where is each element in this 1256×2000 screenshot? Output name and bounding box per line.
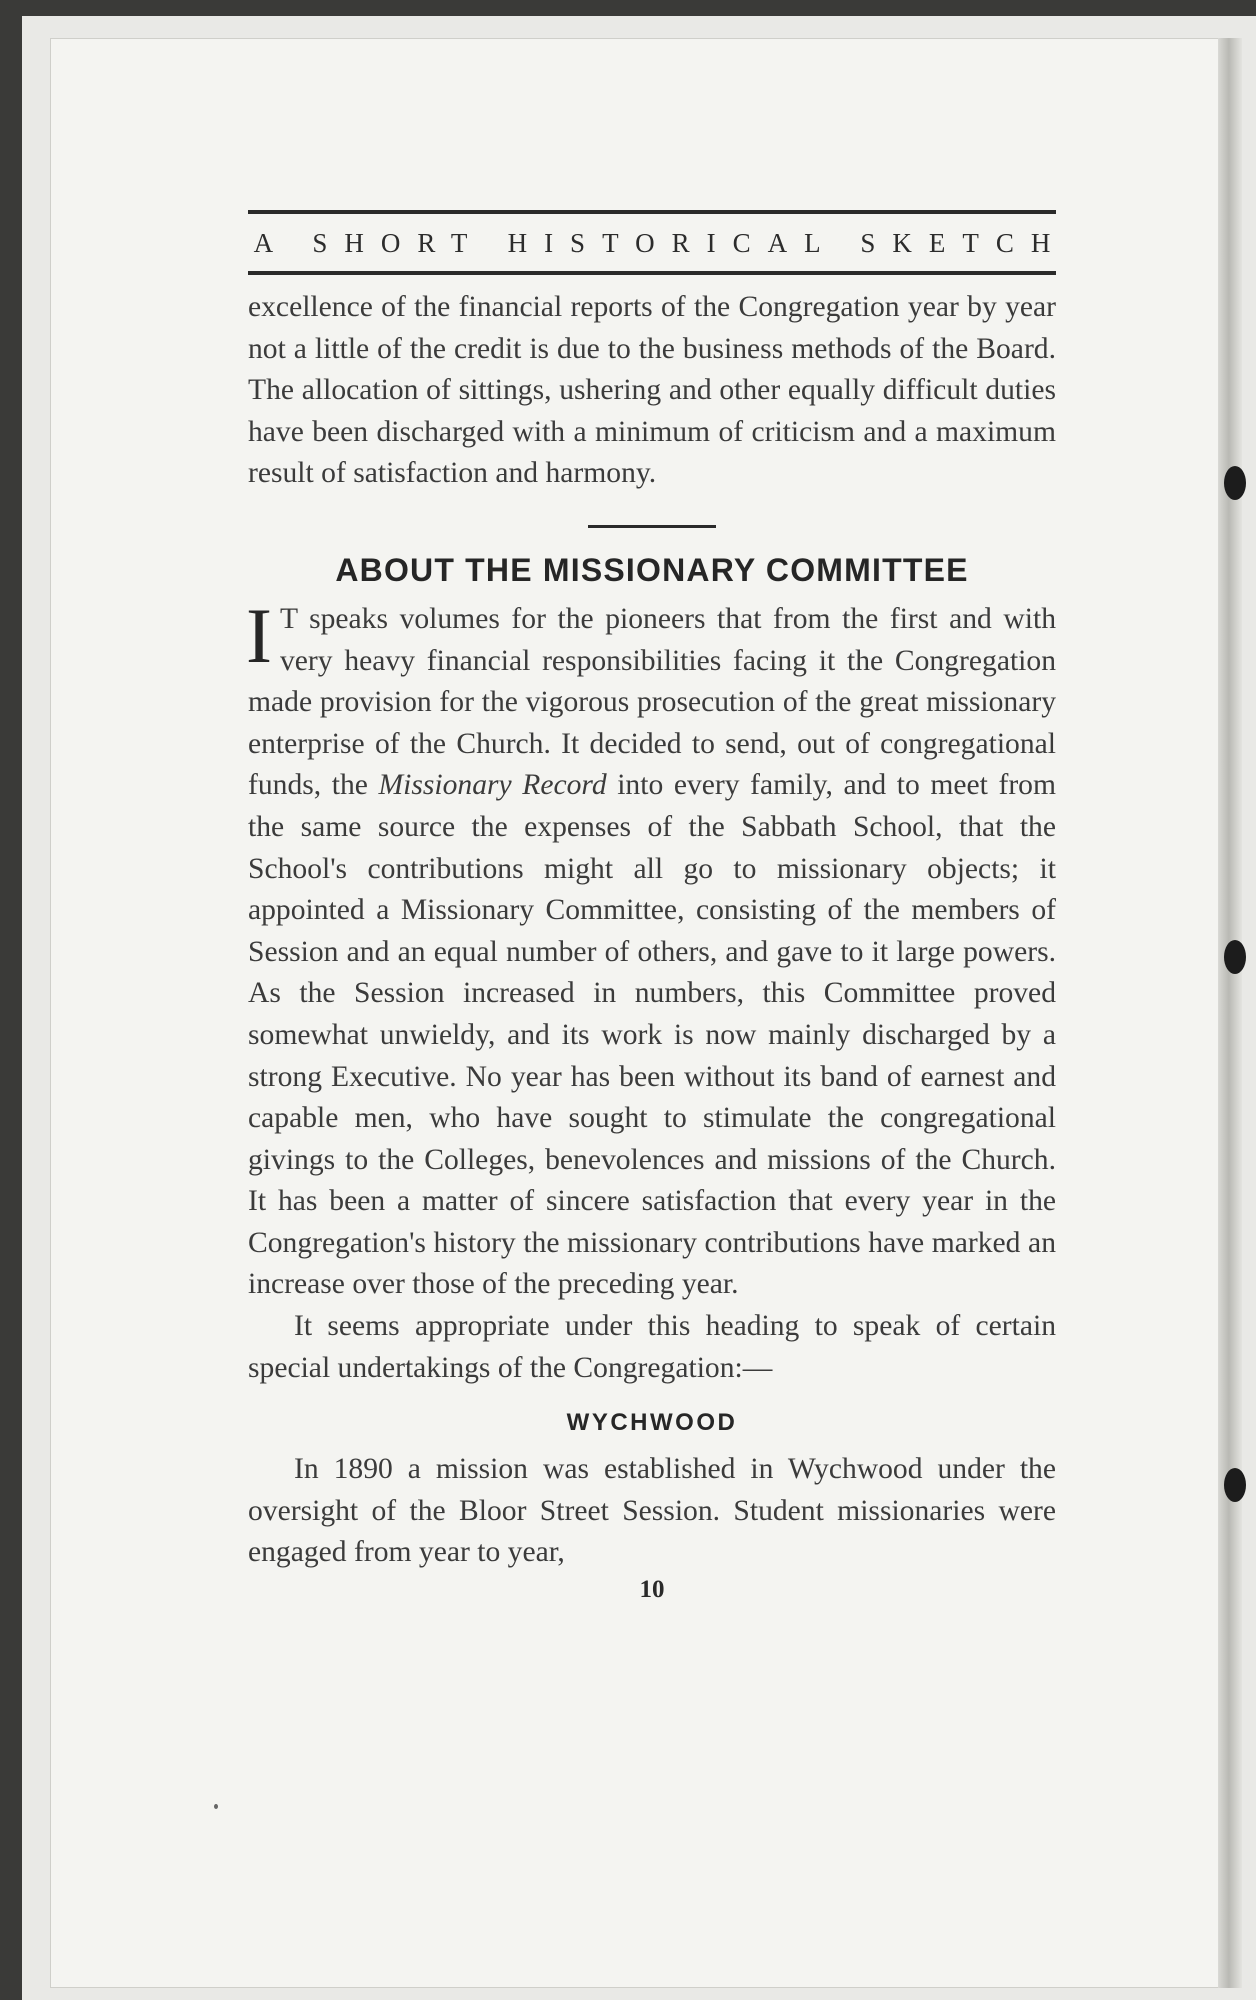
missionary-text-part1: T speaks volumes for the pioneers that from the first and with very heavy financial responsibilities facing it the Congregation made provision for the vigorous prosecution of the great missionary enterprise of the Church. It decided to send, out of congregational funds, the	[248, 602, 1056, 802]
page-speck	[214, 1804, 218, 1809]
section-heading: ABOUT THE MISSIONARY COMMITTEE	[335, 551, 969, 588]
running-head: A SHORT HISTORICAL SKETCH	[253, 228, 1068, 258]
wychwood-paragraph: In 1890 a mission was established in Wychwood under the oversight of the Bloor Street Session. Student missionaries were engaged from year to year,	[248, 1453, 1056, 1569]
missionary-paragraph-text	[246, 591, 1056, 1306]
text-column	[246, 210, 1068, 1604]
page-number: 10	[639, 1576, 665, 1604]
missionary-record-title: Missionary Record	[378, 769, 607, 802]
page-binding-edge	[1218, 38, 1242, 1988]
missionary-paragraph	[246, 591, 1056, 1306]
binding-hole	[1224, 466, 1246, 500]
binding-hole	[1224, 940, 1246, 974]
sub-heading: WYCHWOOD	[566, 1409, 738, 1437]
transition-paragraph: It seems appropriate under this heading to speak of certain special undertakings of the Congregation:—	[248, 1310, 1056, 1384]
missionary-text-part2: into every family, and to meet from the same source the expenses of the Sabbath School, that the School's contributions might all go to missionary objects; it appointed a Missionary Committee, consisting of the members of Session and an equal number of others, and gave to it large powers. As the Session increased in numbers, this Committee proved somewhat unwieldy, and its work is now mainly discharged by a strong Executive. No year has been without its band of earnest and capable men, who have sought to stimulate the congregational givings to the Colleges, benevolences and missions of the Church. It has been a matter of sincere satisfaction that every year in the Congregation's history the missionary contributions have marked an increase over those of the preceding year.	[248, 769, 1056, 1301]
binding-hole	[1224, 1468, 1246, 1502]
drop-cap: I	[246, 591, 272, 679]
header-bottom-rule	[248, 271, 1056, 275]
section-divider	[588, 525, 716, 528]
intro-paragraph: excellence of the financial reports of the Congregation year by year not a little of the credit is due to the business methods of the Board. The allocation of sittings, ushering and other equally difficult duties have been discharged with a minimum of criticism and a maximum result of satisfaction and harmony.	[248, 291, 1056, 490]
